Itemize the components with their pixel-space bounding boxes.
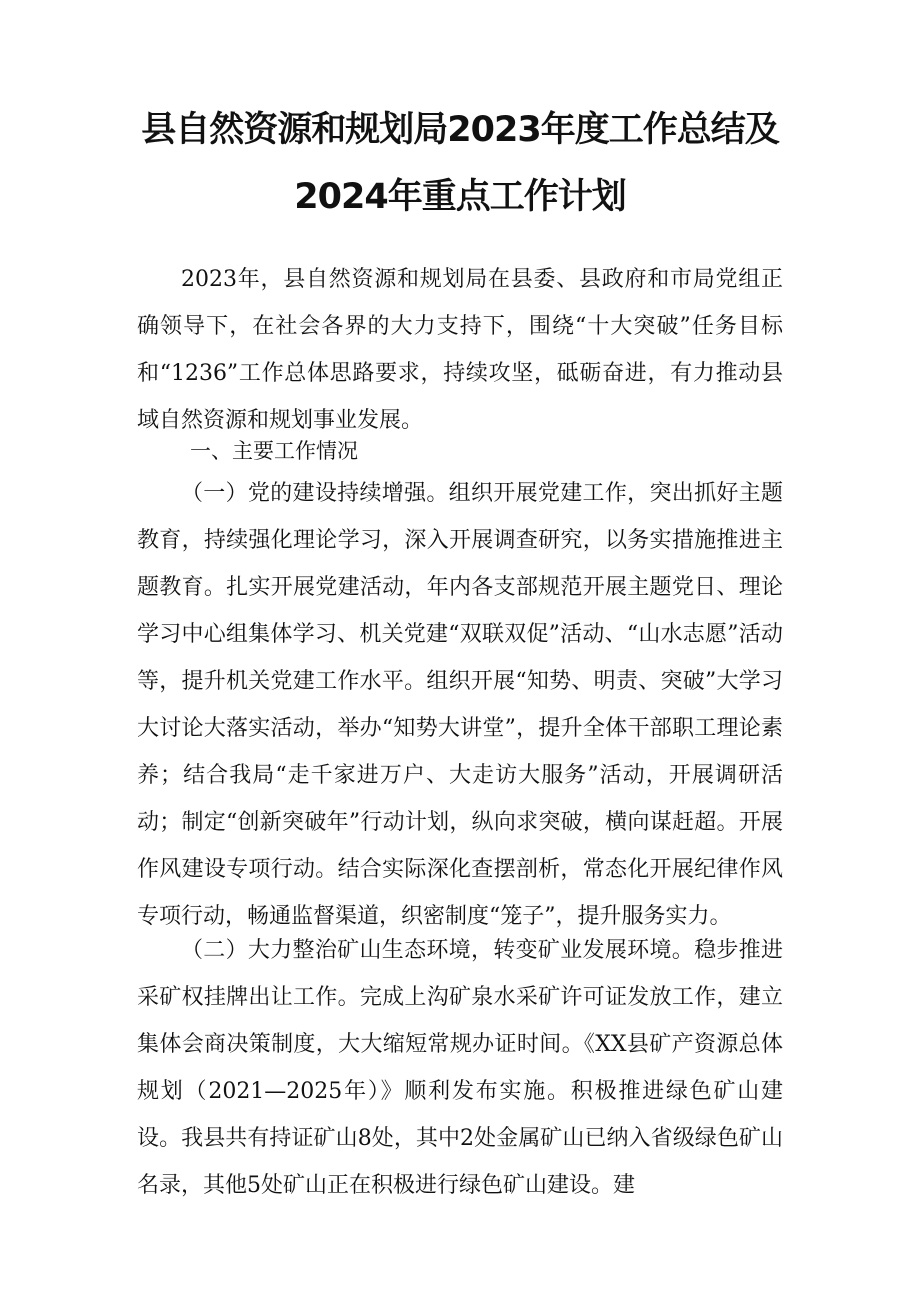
intro-paragraph: 2023年，县自然资源和规划局在县委、县政府和市局党组正确领导下，在社会各界的大力支持下，围绕“十大突破”任务目标和“1236”工作总体思路要求，持续攻坚，砥砺奋进，有力推动县域自然资源和规划事业发展。 [137, 267, 783, 433]
document-title-line-1: 县自然资源和规划局2023年度工作总结及 [141, 110, 779, 150]
paragraph-mine-environment: （二）大力整治矿山生态环境，转变矿业发展环境。稳步推进采矿权挂牌出让工作。完成上沟矿泉水采矿许可证发放工作，建立集体会商决策制度，大大缩短常规办证时间。《XX县矿产资源总体规划（2021—2025年）》顺利发布实施。积极推进绿色矿山建设。我县共有持证矿山8处，其中2处金属矿山已纳入省级绿色矿山名录，其他5处矿山正在积极进行绿色矿山建设。建 [137, 938, 783, 1198]
paragraph-party-building: （一）党的建设持续增强。组织开展党建工作，突出抓好主题教育，持续强化理论学习，深入开展调查研究，以务实措施推进主题教育。扎实开展党建活动，年内各支部规范开展主题党日、理论学习中心组集体学习、机关党建“双联双促”活动、“山水志愿”活动等，提升机关党建工作水平。组织开展“知势、明责、突破”大学习大讨论大落实活动，举办“知势大讲堂”，提升全体干部职工理论素养；结合我局“走千家进万户、大走访大服务”活动，开展调研活动；制定“创新突破年”行动计划，纵向求突破，横向谋赶超。开展作风建设专项行动。结合实际深化查摆剖析，常态化开展纪律作风专项行动，畅通监督渠道，织密制度“笼子”，提升服务实力。 [137, 481, 783, 929]
section-heading-main-work: 一、主要工作情况 [190, 439, 358, 463]
document-title-line-2: 2024年重点工作计划 [294, 177, 626, 217]
